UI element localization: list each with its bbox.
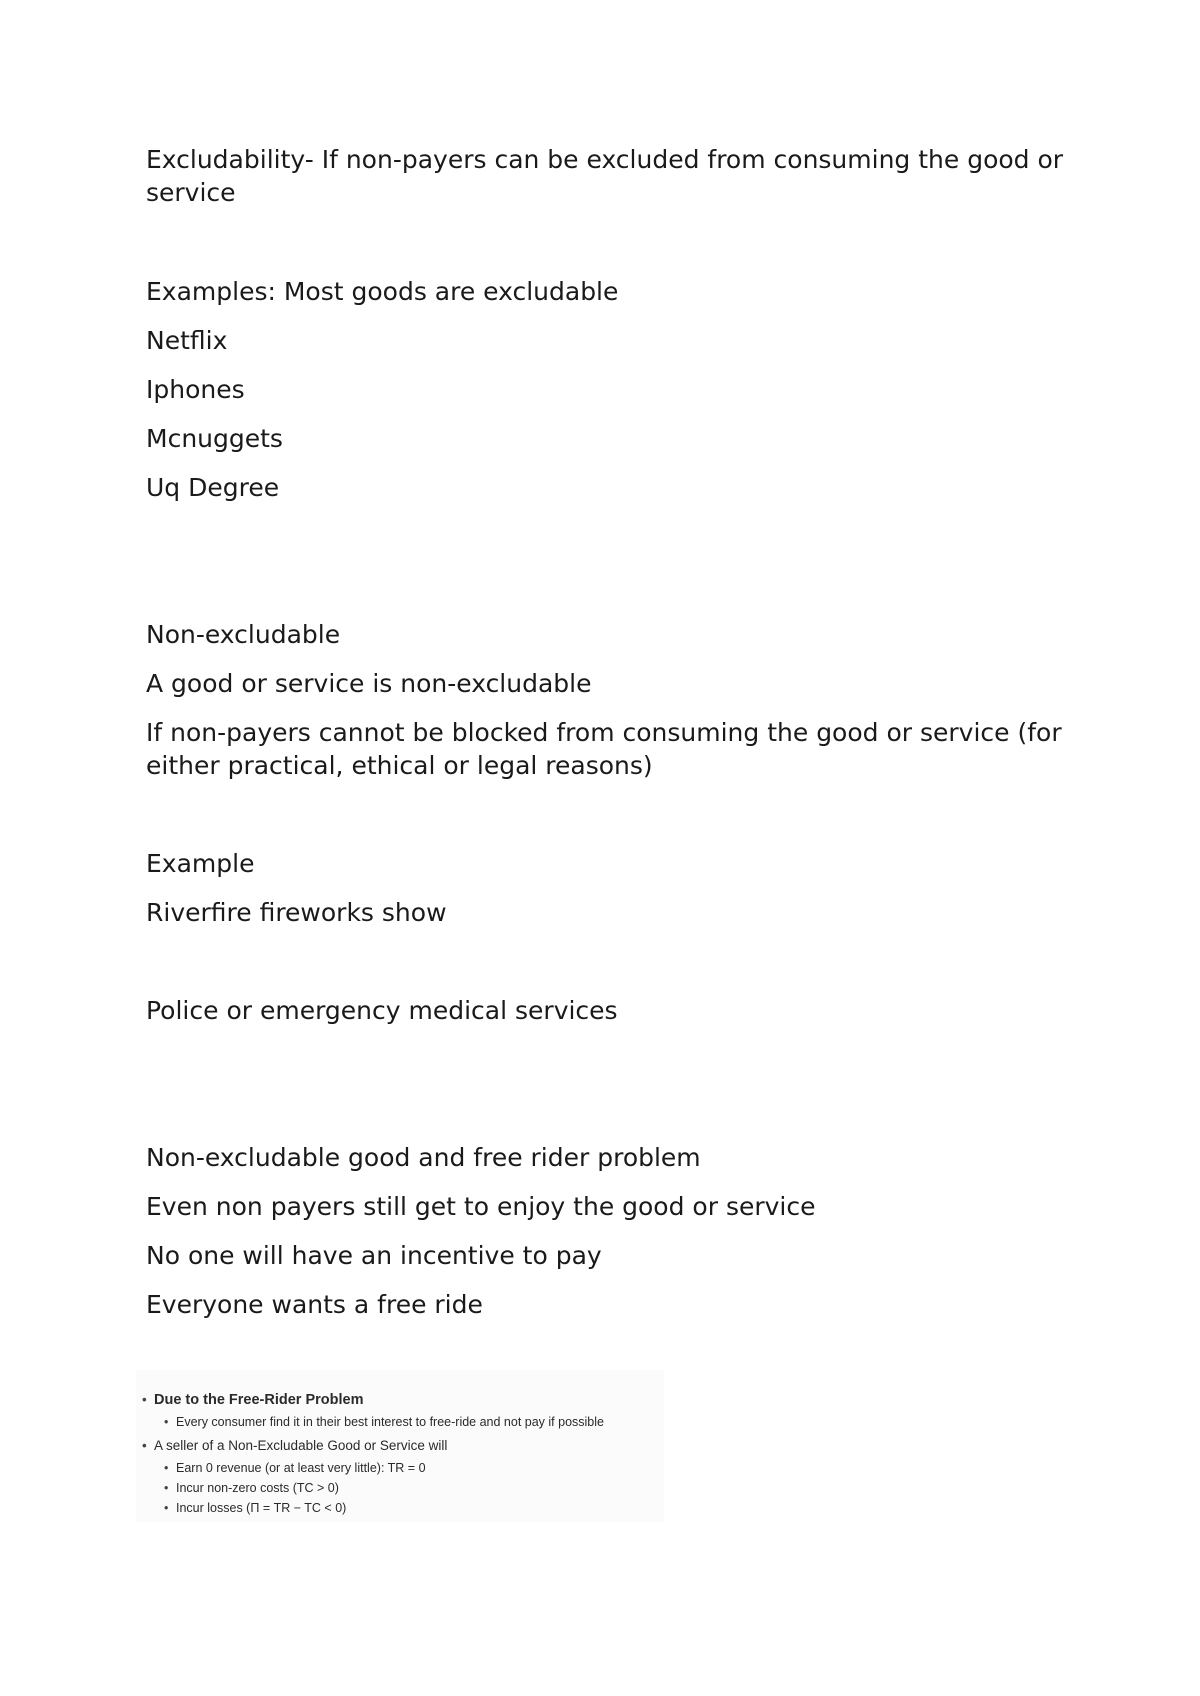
slide-bullet-text: A seller of a Non-Excludable Good or Service will (154, 1438, 448, 1453)
bullet-icon: • (142, 1438, 147, 1453)
example-heading: Example (146, 849, 255, 878)
examples-heading: Examples: Most goods are excludable (146, 277, 619, 306)
example-item: Uq Degree (146, 473, 280, 502)
bullet-icon: • (164, 1481, 169, 1495)
slide-sub-bullet (164, 1480, 339, 1496)
slide-sub-bullet-text: Incur losses (Π = TR − TC < 0) (176, 1501, 347, 1515)
slide-bullet-text: Due to the Free-Rider Problem (154, 1392, 364, 1408)
slide-bullet (142, 1438, 447, 1454)
free-rider-point: No one will have an incentive to pay (146, 1241, 602, 1270)
example-item: Netflix (146, 326, 228, 355)
non-excludable-line1: A good or service is non-excludable (146, 669, 592, 698)
non-excludable-line2: If non-payers cannot be blocked from consuming the good or service (for (146, 718, 1062, 747)
slide-sub-bullet (164, 1414, 604, 1430)
slide-sub-bullet-text: Incur non-zero costs (TC > 0) (176, 1481, 339, 1495)
bullet-icon: • (164, 1415, 169, 1429)
free-rider-point: Even non payers still get to enjoy the good or service (146, 1192, 816, 1221)
slide-sub-bullet-text: Earn 0 revenue (or at least very little): TR = 0 (176, 1461, 426, 1475)
example-item: Iphones (146, 375, 245, 404)
bullet-icon: • (164, 1461, 169, 1475)
free-rider-point: Everyone wants a free ride (146, 1290, 483, 1319)
non-excludable-heading: Non-excludable (146, 620, 341, 649)
free-rider-heading: Non-excludable good and free rider problem (146, 1143, 701, 1172)
non-excludable-line3: either practical, ethical or legal reasons) (146, 751, 653, 780)
example-item: Mcnuggets (146, 424, 283, 453)
example-item: Riverfire fireworks show (146, 898, 447, 927)
slide-sub-bullet (164, 1460, 426, 1476)
embedded-slide-image (136, 1370, 664, 1522)
slide-sub-bullet-text: Every consumer find it in their best interest to free-ride and not pay if possible (176, 1415, 604, 1429)
bullet-icon: • (142, 1392, 147, 1407)
excludability-definition-line1: Excludability- If non-payers can be excluded from consuming the good or (146, 145, 1064, 174)
example-item: Police or emergency medical services (146, 996, 618, 1025)
slide-sub-bullet (164, 1500, 346, 1516)
bullet-icon: • (164, 1501, 169, 1515)
excludability-definition-line2: service (146, 178, 236, 207)
slide-bullet (142, 1392, 363, 1408)
